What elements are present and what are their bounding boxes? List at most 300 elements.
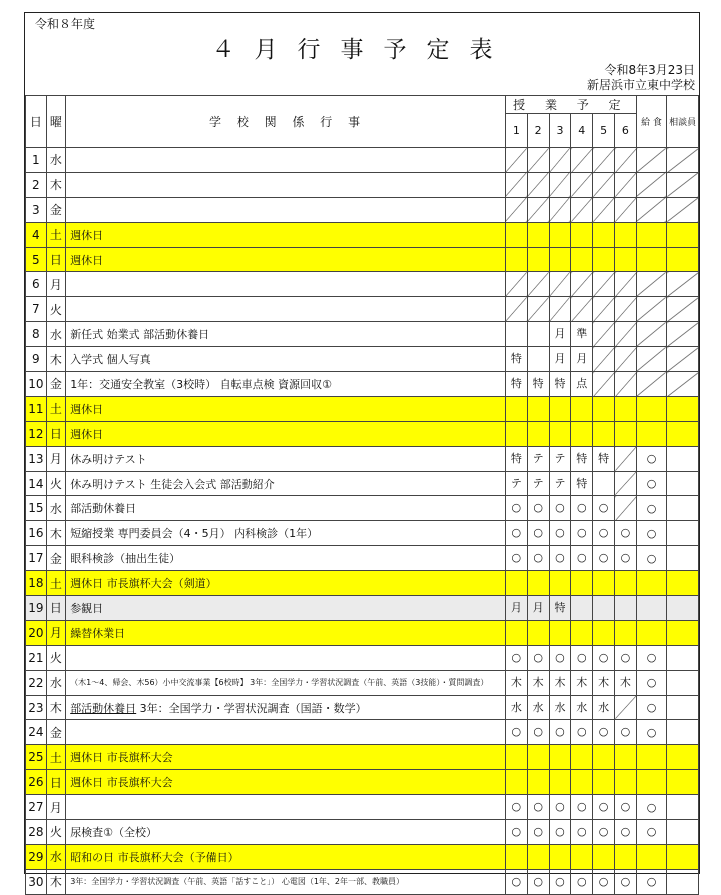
period-cell: 木 — [615, 670, 637, 695]
period-cell — [505, 770, 527, 795]
period-cell — [571, 844, 593, 869]
counselor-cell — [667, 820, 699, 845]
table-row — [26, 347, 699, 372]
meal-cell: ○ — [636, 446, 666, 471]
counselor-cell — [667, 197, 699, 222]
table-row — [26, 148, 699, 173]
meal-cell: ○ — [636, 471, 666, 496]
event-cell: 部活動休養日 — [66, 496, 506, 521]
counselor-cell — [667, 795, 699, 820]
event-cell: 参観日 — [66, 596, 506, 621]
table-row — [26, 571, 699, 596]
period-cell — [571, 247, 593, 272]
table-row — [26, 620, 699, 645]
period-cell: ○ — [527, 645, 549, 670]
table-row — [26, 247, 699, 272]
weekday-cell: 水 — [46, 844, 66, 869]
period-cell — [593, 172, 615, 197]
col-header-period-6: 6 — [615, 114, 637, 148]
event-cell — [66, 172, 506, 197]
period-cell: ○ — [549, 645, 571, 670]
weekday-cell: 水 — [46, 496, 66, 521]
period-cell — [593, 620, 615, 645]
period-cell: ○ — [527, 496, 549, 521]
period-cell: 特 — [549, 372, 571, 397]
period-cell: テ — [527, 446, 549, 471]
period-cell: 木 — [549, 670, 571, 695]
counselor-cell — [667, 720, 699, 745]
col-header-day: 日 — [26, 96, 47, 148]
period-cell: ○ — [549, 496, 571, 521]
period-cell — [505, 222, 527, 247]
day-cell: 30 — [26, 869, 47, 894]
event-cell — [66, 795, 506, 820]
meal-cell: ○ — [636, 670, 666, 695]
weekday-cell: 木 — [46, 869, 66, 894]
meal-cell: ○ — [636, 496, 666, 521]
event-cell — [66, 645, 506, 670]
meal-cell: ○ — [636, 546, 666, 571]
period-cell — [549, 396, 571, 421]
period-cell — [593, 844, 615, 869]
counselor-cell — [667, 869, 699, 894]
period-cell — [615, 322, 637, 347]
event-cell: 週休日 市長旗杯大会 — [66, 770, 506, 795]
meal-cell — [636, 222, 666, 247]
period-cell: ○ — [571, 820, 593, 845]
period-cell — [505, 148, 527, 173]
period-cell: 月 — [571, 347, 593, 372]
weekday-cell: 土 — [46, 396, 66, 421]
meal-cell — [636, 347, 666, 372]
meal-cell — [636, 148, 666, 173]
table-row — [26, 645, 699, 670]
table-row — [26, 720, 699, 745]
period-cell: ○ — [593, 521, 615, 546]
counselor-cell — [667, 770, 699, 795]
period-cell: 水 — [549, 695, 571, 720]
table-row — [26, 446, 699, 471]
day-cell: 27 — [26, 795, 47, 820]
weekday-cell: 日 — [46, 596, 66, 621]
event-cell: 休み明けテスト 生徒会入会式 部活動紹介 — [66, 471, 506, 496]
event-cell: 昭和の日 市長旗杯大会（予備日） — [66, 844, 506, 869]
meal-cell: ○ — [636, 820, 666, 845]
period-cell — [527, 396, 549, 421]
counselor-cell — [667, 148, 699, 173]
period-cell: ○ — [505, 546, 527, 571]
period-cell: 特 — [593, 446, 615, 471]
period-cell: ○ — [615, 521, 637, 546]
event-cell: 尿検査①（全校） — [66, 820, 506, 845]
col-header-period-5: 5 — [593, 114, 615, 148]
period-cell — [549, 197, 571, 222]
period-cell — [615, 620, 637, 645]
day-cell: 1 — [26, 148, 47, 173]
period-cell — [593, 297, 615, 322]
col-header-period-2: 2 — [527, 114, 549, 148]
period-cell — [571, 745, 593, 770]
event-cell — [66, 272, 506, 297]
period-cell — [571, 770, 593, 795]
period-cell: ○ — [615, 820, 637, 845]
period-cell: ○ — [593, 795, 615, 820]
period-cell: ○ — [505, 521, 527, 546]
period-cell — [571, 596, 593, 621]
period-cell — [527, 197, 549, 222]
period-cell: 木 — [571, 670, 593, 695]
day-cell: 11 — [26, 396, 47, 421]
table-row — [26, 197, 699, 222]
meal-cell — [636, 421, 666, 446]
event-cell: 週休日 — [66, 396, 506, 421]
counselor-cell — [667, 172, 699, 197]
period-cell — [615, 272, 637, 297]
period-cell — [549, 222, 571, 247]
event-cell: 週休日 市長旗杯大会（剣道） — [66, 571, 506, 596]
event-cell — [66, 297, 506, 322]
weekday-cell: 木 — [46, 521, 66, 546]
period-cell — [549, 745, 571, 770]
period-cell: ○ — [505, 869, 527, 894]
period-cell: ○ — [615, 869, 637, 894]
period-cell: ○ — [527, 546, 549, 571]
period-cell: ○ — [593, 645, 615, 670]
col-header-period-1: 1 — [505, 114, 527, 148]
period-cell — [571, 148, 593, 173]
day-cell: 16 — [26, 521, 47, 546]
table-row — [26, 272, 699, 297]
period-cell — [615, 446, 637, 471]
period-cell — [527, 745, 549, 770]
period-cell — [527, 322, 549, 347]
fiscal-year-label: 令和８年度 — [35, 17, 96, 31]
period-cell — [615, 148, 637, 173]
period-cell — [593, 322, 615, 347]
period-cell — [615, 372, 637, 397]
period-cell — [549, 297, 571, 322]
period-cell — [527, 571, 549, 596]
period-cell — [505, 396, 527, 421]
period-cell — [549, 148, 571, 173]
period-cell — [549, 421, 571, 446]
period-cell — [549, 172, 571, 197]
table-row — [26, 770, 699, 795]
event-cell: 週休日 — [66, 421, 506, 446]
period-cell — [527, 347, 549, 372]
table-row — [26, 670, 699, 695]
period-cell — [615, 745, 637, 770]
period-cell — [571, 297, 593, 322]
period-cell — [549, 272, 571, 297]
period-cell — [505, 172, 527, 197]
day-cell: 9 — [26, 347, 47, 372]
period-cell: 特 — [505, 372, 527, 397]
day-cell: 6 — [26, 272, 47, 297]
period-cell — [527, 297, 549, 322]
day-cell: 20 — [26, 620, 47, 645]
weekday-cell: 土 — [46, 745, 66, 770]
period-cell — [593, 347, 615, 372]
period-cell — [615, 571, 637, 596]
period-cell: 月 — [527, 596, 549, 621]
period-cell: 水 — [527, 695, 549, 720]
col-header-dow: 曜 — [46, 96, 66, 148]
weekday-cell: 水 — [46, 322, 66, 347]
period-cell: テ — [549, 446, 571, 471]
weekday-cell: 火 — [46, 297, 66, 322]
counselor-cell — [667, 645, 699, 670]
table-row — [26, 844, 699, 869]
event-cell: 1年：交通安全教室（3校時） 自転車点検 資源回収① — [66, 372, 506, 397]
event-underlined-text: 部活動休養日 — [70, 701, 137, 715]
table-row — [26, 869, 699, 894]
event-cell: 週休日 — [66, 247, 506, 272]
day-cell: 18 — [26, 571, 47, 596]
day-cell: 5 — [26, 247, 47, 272]
day-cell: 12 — [26, 421, 47, 446]
period-cell — [593, 421, 615, 446]
schedule-table — [25, 95, 699, 895]
period-cell: 特 — [505, 347, 527, 372]
period-cell: 特 — [571, 446, 593, 471]
period-cell — [505, 297, 527, 322]
period-cell: ○ — [549, 820, 571, 845]
period-cell: ○ — [527, 820, 549, 845]
event-cell: 休み明けテスト — [66, 446, 506, 471]
period-cell — [593, 247, 615, 272]
weekday-cell: 火 — [46, 645, 66, 670]
period-cell — [527, 620, 549, 645]
counselor-cell — [667, 322, 699, 347]
day-cell: 21 — [26, 645, 47, 670]
period-cell: 特 — [505, 446, 527, 471]
meal-cell: ○ — [636, 795, 666, 820]
counselor-cell — [667, 571, 699, 596]
period-cell — [615, 496, 637, 521]
table-row — [26, 222, 699, 247]
period-cell: 水 — [505, 695, 527, 720]
counselor-cell — [667, 396, 699, 421]
table-row — [26, 421, 699, 446]
counselor-cell — [667, 521, 699, 546]
meal-cell — [636, 172, 666, 197]
period-cell — [593, 222, 615, 247]
period-cell: ○ — [615, 795, 637, 820]
period-cell — [571, 222, 593, 247]
weekday-cell: 木 — [46, 695, 66, 720]
period-cell — [505, 620, 527, 645]
period-cell — [615, 247, 637, 272]
period-cell: 月 — [505, 596, 527, 621]
period-cell: ○ — [549, 869, 571, 894]
day-cell: 28 — [26, 820, 47, 845]
period-cell — [549, 571, 571, 596]
period-cell — [615, 172, 637, 197]
period-cell — [571, 396, 593, 421]
period-cell: ○ — [505, 496, 527, 521]
meal-cell — [636, 571, 666, 596]
counselor-cell — [667, 247, 699, 272]
period-cell — [593, 148, 615, 173]
period-cell — [615, 844, 637, 869]
period-cell: ○ — [571, 546, 593, 571]
day-cell: 7 — [26, 297, 47, 322]
period-cell — [505, 247, 527, 272]
table-row — [26, 172, 699, 197]
period-cell — [615, 471, 637, 496]
meal-cell: ○ — [636, 869, 666, 894]
period-cell: ○ — [615, 720, 637, 745]
weekday-cell: 金 — [46, 546, 66, 571]
period-cell — [593, 745, 615, 770]
school-name: 新居浜市立東中学校 — [586, 78, 695, 92]
meal-cell — [636, 844, 666, 869]
period-cell: ○ — [505, 720, 527, 745]
period-cell — [593, 197, 615, 222]
event-cell: 週休日 市長旗杯大会 — [66, 745, 506, 770]
period-cell: ○ — [571, 645, 593, 670]
table-row — [26, 795, 699, 820]
col-header-lesson-plan: 授 業 予 定 — [505, 96, 636, 114]
weekday-cell: 水 — [46, 148, 66, 173]
sheet-header — [25, 13, 699, 96]
weekday-cell: 水 — [46, 670, 66, 695]
day-cell: 24 — [26, 720, 47, 745]
table-row — [26, 471, 699, 496]
period-cell — [593, 596, 615, 621]
period-cell — [615, 770, 637, 795]
period-cell — [593, 471, 615, 496]
period-cell: ○ — [571, 869, 593, 894]
event-cell: 眼科検診（抽出生徒） — [66, 546, 506, 571]
period-cell — [615, 421, 637, 446]
period-cell: ○ — [549, 795, 571, 820]
weekday-cell: 火 — [46, 471, 66, 496]
period-cell: ○ — [527, 720, 549, 745]
schedule-sheet — [24, 12, 700, 890]
event-cell: 入学式 個人写真 — [66, 347, 506, 372]
period-cell: 木 — [527, 670, 549, 695]
day-cell: 2 — [26, 172, 47, 197]
meal-cell — [636, 297, 666, 322]
counselor-cell — [667, 596, 699, 621]
day-cell: 8 — [26, 322, 47, 347]
period-cell — [593, 372, 615, 397]
period-cell: テ — [505, 471, 527, 496]
period-cell: ○ — [571, 720, 593, 745]
meal-cell — [636, 272, 666, 297]
period-cell — [549, 620, 571, 645]
table-row — [26, 496, 699, 521]
period-cell — [527, 148, 549, 173]
day-cell: 14 — [26, 471, 47, 496]
counselor-cell — [667, 222, 699, 247]
weekday-cell: 月 — [46, 446, 66, 471]
event-cell — [66, 197, 506, 222]
period-cell: ○ — [615, 546, 637, 571]
period-cell — [571, 620, 593, 645]
table-row — [26, 297, 699, 322]
meal-cell — [636, 770, 666, 795]
table-row — [26, 596, 699, 621]
meal-cell: ○ — [636, 695, 666, 720]
counselor-cell — [667, 421, 699, 446]
event-cell: 週休日 — [66, 222, 506, 247]
col-header-meal: 給 食 — [636, 96, 666, 148]
period-cell: 水 — [571, 695, 593, 720]
event-cell: 部活動休養日 3年：全国学力・学習状況調査（国語・数学） — [66, 695, 506, 720]
weekday-cell: 金 — [46, 372, 66, 397]
meal-cell — [636, 596, 666, 621]
period-cell — [505, 197, 527, 222]
period-cell: ○ — [571, 795, 593, 820]
event-cell: 3年：全国学力・学習状況調査（午前、英語「話すこと」） 心電図（1年、2年一部、教職員） — [66, 869, 506, 894]
period-cell: ○ — [549, 720, 571, 745]
period-cell: 特 — [549, 596, 571, 621]
meal-cell: ○ — [636, 720, 666, 745]
counselor-cell — [667, 347, 699, 372]
event-cell: 新任式 始業式 部活動休養日 — [66, 322, 506, 347]
period-cell — [571, 197, 593, 222]
meal-cell: ○ — [636, 645, 666, 670]
period-cell: ○ — [593, 720, 615, 745]
meal-cell — [636, 247, 666, 272]
counselor-cell — [667, 620, 699, 645]
event-cell — [66, 720, 506, 745]
weekday-cell: 月 — [46, 620, 66, 645]
period-cell — [593, 571, 615, 596]
table-row — [26, 745, 699, 770]
period-cell — [593, 770, 615, 795]
meal-cell — [636, 745, 666, 770]
meal-cell — [636, 322, 666, 347]
period-cell: ○ — [527, 869, 549, 894]
period-cell — [593, 396, 615, 421]
day-cell: 22 — [26, 670, 47, 695]
period-cell — [505, 272, 527, 297]
col-header-period-3: 3 — [549, 114, 571, 148]
period-cell — [549, 247, 571, 272]
period-cell: ○ — [505, 645, 527, 670]
weekday-cell: 土 — [46, 571, 66, 596]
weekday-cell: 日 — [46, 770, 66, 795]
meal-cell — [636, 620, 666, 645]
period-cell: 木 — [593, 670, 615, 695]
period-cell — [549, 844, 571, 869]
table-row — [26, 546, 699, 571]
col-header-events: 学 校 関 係 行 事 — [66, 96, 506, 148]
period-cell: テ — [549, 471, 571, 496]
period-cell: ○ — [571, 496, 593, 521]
event-cell: 繰替休業日 — [66, 620, 506, 645]
day-cell: 17 — [26, 546, 47, 571]
period-cell — [571, 421, 593, 446]
period-cell: 特 — [571, 471, 593, 496]
period-cell — [615, 197, 637, 222]
counselor-cell — [667, 446, 699, 471]
event-cell: （木1～4、帰会、木56）小中交流事業【6校時】 3年：全国学力・学習状況調査（午前、英語（3技能）・質問調査） — [66, 670, 506, 695]
period-cell: ○ — [593, 546, 615, 571]
period-cell — [615, 347, 637, 372]
counselor-cell — [667, 297, 699, 322]
period-cell: ○ — [505, 795, 527, 820]
period-cell — [615, 222, 637, 247]
period-cell — [527, 247, 549, 272]
counselor-cell — [667, 546, 699, 571]
period-cell: ○ — [527, 521, 549, 546]
period-cell — [505, 844, 527, 869]
